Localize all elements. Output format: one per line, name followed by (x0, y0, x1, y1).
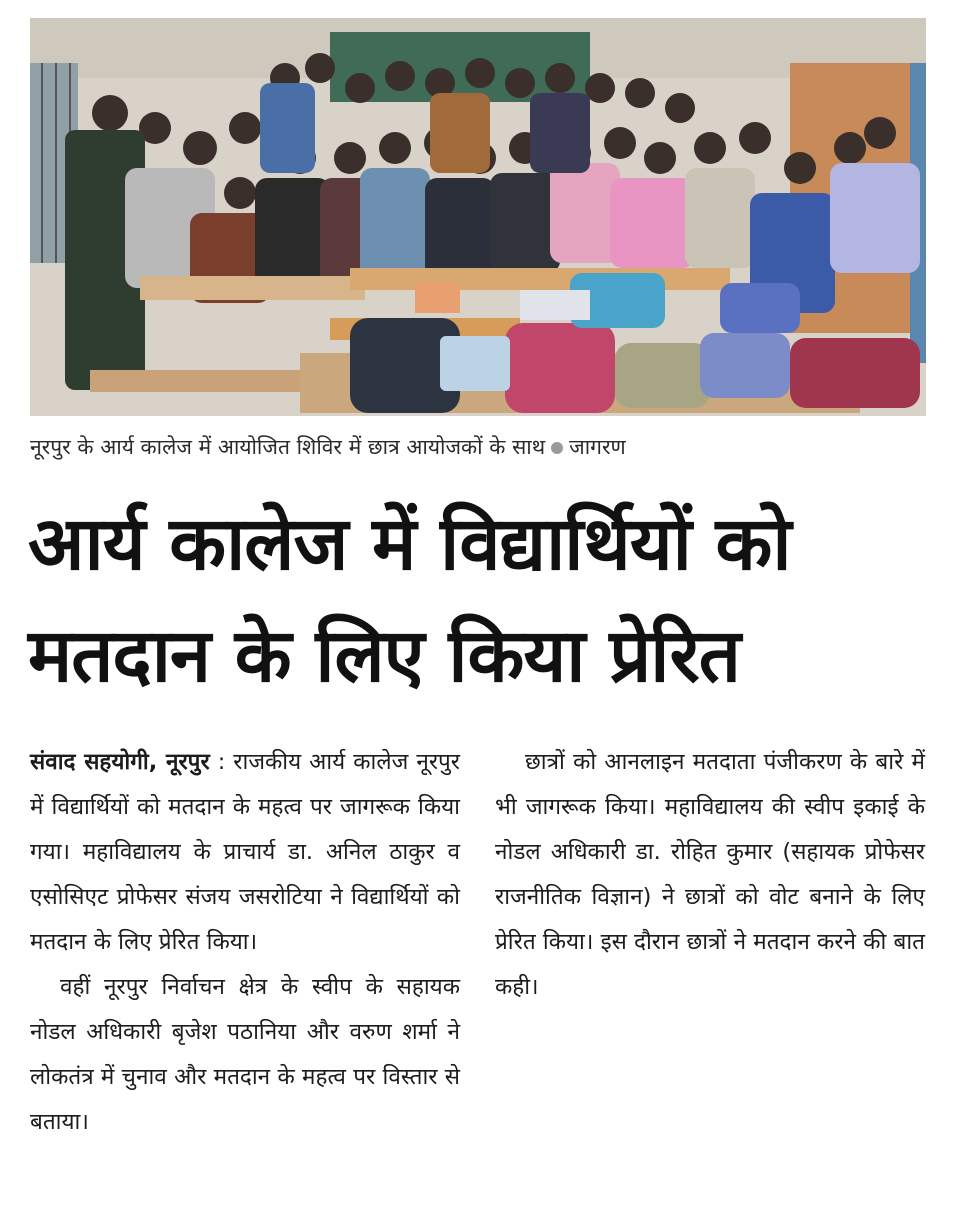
article-paragraph-1 (30, 740, 460, 965)
headline-line-1: आर्य कालेज में विद्यार्थियों को (28, 501, 791, 587)
dateline: संवाद सहयोगी, नूरपुर (30, 749, 210, 775)
bullet-dot-icon (551, 442, 563, 454)
article-paragraph-3: छात्रों को आनलाइन मतदाता पंजीकरण के बारे में भी जागरूक किया। महाविद्यालय की स्वीप इकाई के नोडल अधिकारी डा. रोहित कुमार (सहायक प्रोफेसर राजनीतिक विज्ञान) ने छात्रों को वोट बनाने के लिए प्रेरित किया। इस दौरान छात्रों ने मतदान करने की बात कही। (495, 749, 925, 1000)
article-column-left (30, 740, 460, 1145)
headline (28, 488, 938, 712)
article-paragraph-2: वहीं नूरपुर निर्वाचन क्षेत्र के स्वीप के सहायक नोडल अधिकारी बृजेश पठानिया और वरुण शर्मा ने लोकतंत्र में चुनाव और मतदान के महत्व पर विस्तार से बताया। (30, 974, 460, 1135)
photo-caption (30, 432, 930, 462)
article-column-right (495, 740, 925, 1010)
news-photo (30, 18, 926, 416)
caption-credit: जागरण (569, 435, 626, 459)
group-photo-icon (30, 18, 926, 416)
paragraph-1-text: : राजकीय आर्य कालेज नूरपुर में विद्यार्थियों को मतदान के महत्व पर जागरूक किया गया। महाविद्यालय के प्राचार्य डा. अनिल ठाकुर व एसोसिएट प्रोफेसर संजय जसरोटिया ने विद्यार्थियों को मतदान के लिए प्रेरित किया। (30, 749, 460, 955)
headline-line-2: मतदान के लिए किया प्रेरित (28, 613, 740, 699)
caption-text: नूरपुर के आर्य कालेज में आयोजित शिविर में छात्र आयोजकों के साथ (30, 435, 546, 459)
